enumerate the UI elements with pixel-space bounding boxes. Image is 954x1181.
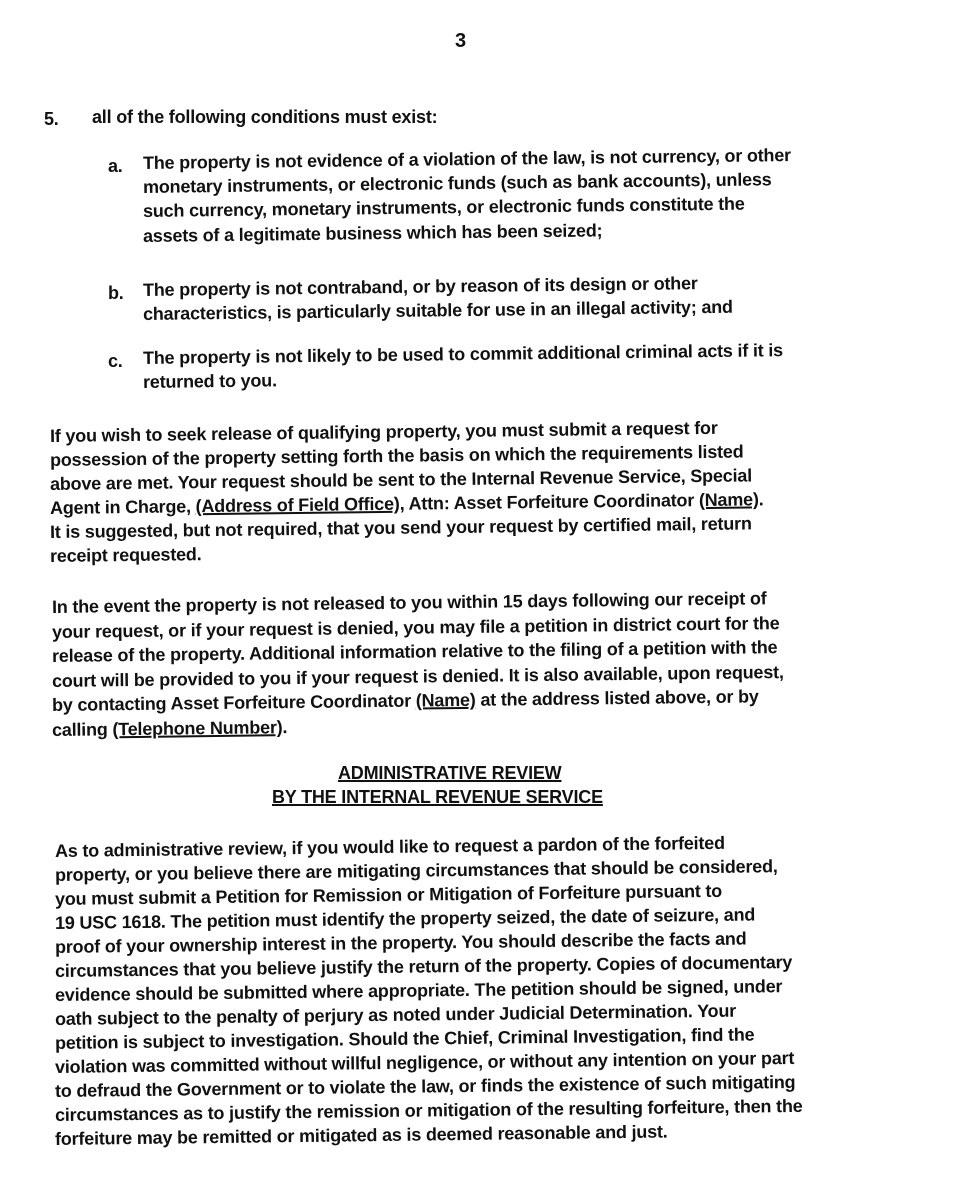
text-segment: petition is subject to investigation. Should the Chief, Criminal Investigation, find the (54, 1024, 755, 1053)
paragraph-line (55, 1121, 668, 1150)
placeholder-field: (Name) (415, 689, 476, 711)
text-segment: receipt requested. (49, 544, 202, 566)
text-segment: court will be provided to you if your request is denied. It is also available, upon request, (51, 661, 784, 691)
text-segment: possession of the property setting forth the basis on which the requirements listed (49, 441, 744, 470)
condition-letter: a. (108, 156, 123, 176)
section-heading: ADMINISTRATIVE REVIEW (338, 763, 562, 783)
condition-line (143, 219, 603, 247)
text-segment: , Attn: Asset Forfeiture Coordinator (399, 490, 700, 514)
condition-line (143, 296, 733, 325)
text-segment: returned to you. (142, 370, 277, 392)
placeholder-field: (Telephone Number) (112, 716, 283, 739)
page-number: 3 (455, 30, 467, 52)
text-segment: proof of your ownership interest in the property. You should describe the facts and (54, 928, 747, 957)
text-segment: The property is not likely to be used to commit additional criminal acts if it is (142, 340, 783, 368)
text-segment: As to administrative review, if you would like to request a pardon of the forfeited (54, 832, 725, 861)
section-heading: BY THE INTERNAL REVENUE SERVICE (272, 787, 603, 807)
text-segment: The property is not evidence of a violation of the law, is not currency, or other (142, 145, 791, 173)
text-segment: oath subject to the penalty of perjury as noted under Judicial Determination. Your (54, 1000, 737, 1029)
paragraph-line (50, 543, 202, 567)
text-segment: assets of a legitimate business which has been seized; (142, 220, 603, 246)
text-segment: above are met. Your request should be sent to the Internal Revenue Service, Special (49, 465, 753, 494)
text-segment: you must submit a Petition for Remission or Mitigation of Forfeiture pursuant to (54, 880, 723, 909)
text-segment: The property is not contraband, or by reason of its design or other (142, 273, 698, 300)
condition-line (143, 339, 783, 369)
item-number: 5. (44, 109, 59, 129)
condition-letter: b. (108, 283, 124, 303)
text-segment: In the event the property is not released to you within 15 days following our receipt of (51, 588, 767, 617)
text-segment: calling (51, 718, 113, 740)
text-segment: forfeiture may be remitted or mitigated as is deemed reasonable and just. (54, 1121, 668, 1149)
item-lead: all of the following conditions must exist: (92, 107, 438, 127)
text-segment: It is suggested, but not required, that you send your request by certified mail, return (49, 513, 752, 542)
condition-letter: c. (108, 351, 123, 371)
placeholder-field: (Address of Field Office) (195, 493, 400, 517)
text-segment: circumstances as to justify the remission or mitigation of the resulting forfeiture, then the (54, 1095, 803, 1125)
text-segment: characteristics, is particularly suitable for use in an illegal activity; and (142, 296, 733, 324)
condition-line (143, 369, 277, 393)
condition-line (143, 193, 745, 222)
text-segment: evidence should be submitted where appropriate. The petition should be signed, under (54, 976, 783, 1005)
text-segment: your request, or if your request is denied, you may file a petition in district court for the (51, 612, 780, 642)
text-segment: . (282, 716, 288, 737)
text-segment: violation was committed without willful negligence, or without any intention on your part (54, 1047, 795, 1077)
text-segment: at the address listed above, or by (475, 686, 759, 710)
text-segment: to defraud the Government or to violate the law, or finds the existence of such mitigating (54, 1071, 796, 1101)
text-segment: monetary instruments, or electronic funds (such as bank accounts), unless (142, 169, 772, 197)
text-segment: release of the property. Additional information relative to the filing of a petition with the (51, 637, 778, 666)
text-segment: If you wish to seek release of qualifying property, you must submit a request for (49, 417, 718, 446)
paragraph-line (52, 716, 288, 741)
text-segment: such currency, monetary instruments, or electronic funds constitute the (142, 193, 745, 221)
text-segment: 19 USC 1618. The petition must identify the property seized, the date of seizure, and (54, 904, 756, 933)
text-segment: property, or you believe there are mitigating circumstances that should be considered, (54, 856, 778, 885)
text-segment: circumstances that you believe justify the return of the property. Copies of documentary (54, 951, 793, 981)
text-segment: by contacting Asset Forfeiture Coordinator (51, 690, 416, 715)
placeholder-field: (Name) (698, 489, 759, 511)
text-segment: Agent in Charge, (49, 496, 196, 518)
text-segment: . (758, 489, 764, 510)
